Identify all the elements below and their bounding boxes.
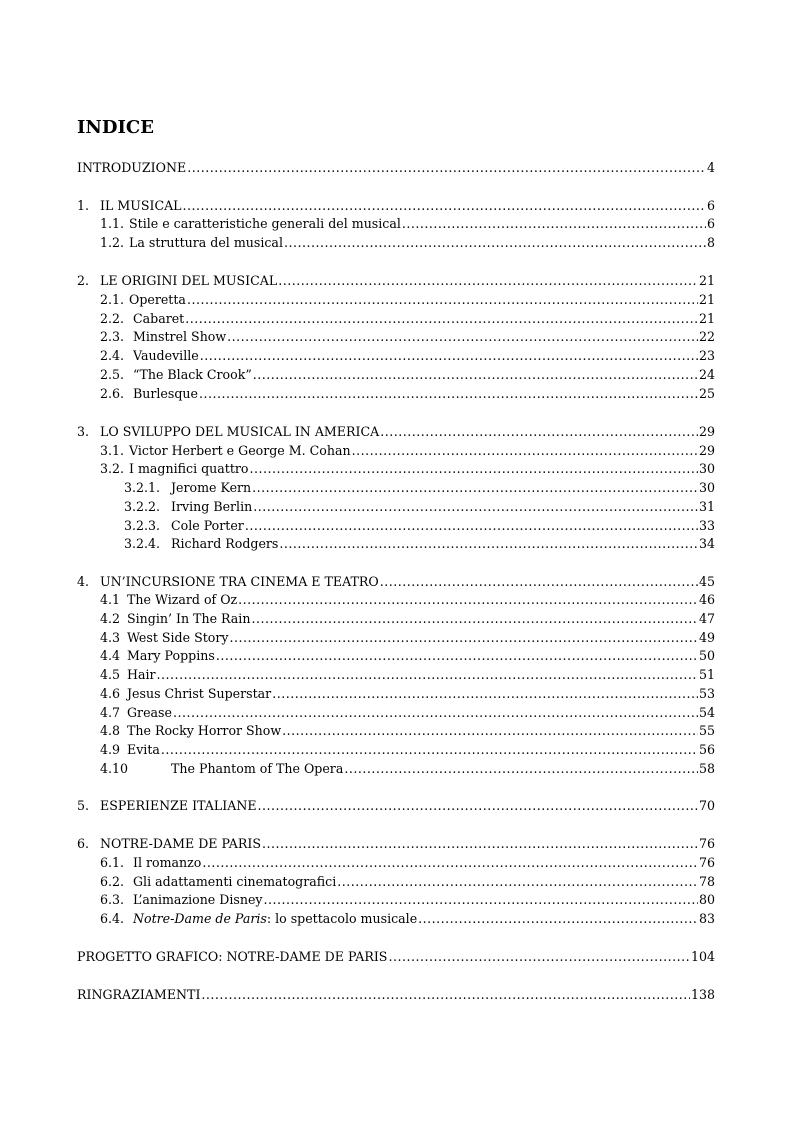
toc-entry-page: 83 (698, 911, 715, 926)
toc-entry-title: The Phantom of The Opera (171, 761, 344, 776)
toc-entry-title: Minstrel Show (133, 329, 227, 344)
toc-leader-dots (187, 290, 698, 309)
toc-entry-title: Cabaret (133, 311, 185, 326)
toc-entry[interactable] (100, 759, 715, 778)
toc-leader-dots (185, 309, 698, 328)
toc-entry[interactable] (100, 233, 715, 252)
toc-entry-title: L’animazione Disney (133, 892, 263, 907)
toc-leader-dots (352, 441, 698, 460)
toc-entry-page: 104 (690, 949, 715, 964)
toc-leader-dots (262, 834, 698, 853)
toc-entry[interactable] (77, 947, 715, 966)
toc-entry-page: 31 (698, 499, 715, 514)
toc-entry-page: 56 (698, 742, 715, 757)
toc-leader-dots (272, 684, 698, 703)
toc-leader-dots (157, 665, 698, 684)
toc-entry-title: Cole Porter (171, 518, 244, 533)
toc-entry-number: 3.2.3. (124, 518, 161, 533)
toc-entry-number: 3.1. (100, 443, 125, 458)
toc-entry-page: 51 (698, 667, 715, 682)
toc-entry-title: UN’INCURSIONE TRA CINEMA E TEATRO (100, 574, 379, 589)
toc-leader-dots (380, 422, 698, 441)
toc-leader-dots (199, 384, 698, 403)
toc-entry-page: 46 (698, 592, 715, 607)
page-title: INDICE (77, 117, 154, 138)
toc-entry-title: The Rocky Horror Show (127, 723, 282, 738)
toc-leader-dots (187, 158, 706, 177)
toc-entry-title: La struttura del musical (129, 235, 283, 250)
toc-entry-title: LE ORIGINI DEL MUSICAL (100, 273, 278, 288)
toc-entry-page: 50 (698, 648, 715, 663)
toc-entry-page: 21 (698, 311, 715, 326)
toc-entry-page: 21 (698, 292, 715, 307)
toc-entry-page: 6 (706, 198, 715, 213)
toc-entry[interactable] (100, 365, 715, 384)
toc-entry-page: 70 (698, 798, 715, 813)
toc-entry-title: IL MUSICAL (100, 198, 182, 213)
toc-entry-number: 4.4 (100, 648, 121, 663)
toc-entry-number: 4.2 (100, 611, 121, 626)
toc-entry-number: 3.2.4. (124, 536, 161, 551)
toc-entry-title: Gli adattamenti cinematografici (133, 874, 337, 889)
toc-entry-title: Stile e caratteristiche generali del musical (129, 216, 401, 231)
toc-entry-title: “The Black Crook” (133, 367, 252, 382)
toc-entry[interactable] (100, 853, 715, 872)
toc-leader-dots (250, 459, 698, 478)
toc-leader-dots (278, 271, 698, 290)
toc-entry-title: Il romanzo (133, 855, 202, 870)
toc-entry[interactable] (100, 309, 715, 328)
toc-entry-title: Vaudeville (133, 348, 199, 363)
toc-entry[interactable] (77, 572, 715, 591)
toc-entry-number: 4.6 (100, 686, 121, 701)
toc-entry-number: 6. (77, 836, 90, 851)
toc-entry-number: 4.9 (100, 742, 121, 757)
toc-entry-page: 21 (698, 273, 715, 288)
toc-entry[interactable] (77, 985, 715, 1004)
toc-entry-title: PROGETTO GRAFICO: NOTRE-DAME DE PARIS (77, 949, 388, 964)
toc-entry-number: 1.2. (100, 235, 125, 250)
toc-entry-page: 6 (706, 216, 715, 231)
toc-entry[interactable] (100, 384, 715, 403)
toc-entry-title: Richard Rodgers (171, 536, 279, 551)
toc-entry-title: West Side Story (127, 630, 229, 645)
toc-entry-page: 53 (698, 686, 715, 701)
toc-entry-number: 2.1. (100, 292, 125, 307)
toc-entry-page: 34 (698, 536, 715, 551)
toc-entry-page: 23 (698, 348, 715, 363)
toc-entry[interactable] (100, 909, 715, 928)
toc-entry-title: Burlesque (133, 386, 198, 401)
toc-leader-dots (418, 909, 698, 928)
toc-entry-number: 6.2. (100, 874, 125, 889)
toc-entry[interactable] (100, 441, 715, 460)
toc-entry[interactable] (100, 721, 715, 740)
toc-entry-page: 76 (698, 855, 715, 870)
toc-leader-dots (344, 759, 698, 778)
toc-entry[interactable] (100, 590, 715, 609)
toc-entry-title: RINGRAZIAMENTI (77, 987, 201, 1002)
toc-entry[interactable] (77, 796, 715, 815)
toc-entry-title: Singin’ In The Rain (127, 611, 251, 626)
toc-leader-dots (183, 196, 706, 215)
toc-entry-number: 3.2. (100, 461, 125, 476)
toc-entry[interactable] (100, 628, 715, 647)
toc-entry-title: Grease (127, 705, 172, 720)
toc-entry[interactable] (100, 684, 715, 703)
toc-leader-dots (258, 796, 698, 815)
toc-entry-title: Jesus Christ Superstar (127, 686, 272, 701)
toc-entry[interactable] (100, 665, 715, 684)
toc-leader-dots (264, 890, 698, 909)
toc-entry[interactable] (100, 327, 715, 346)
toc-leader-dots (202, 853, 698, 872)
toc-entry-number: 4.5 (100, 667, 121, 682)
toc-entry-page: 24 (698, 367, 715, 382)
toc-leader-dots (245, 516, 698, 535)
toc-leader-dots (173, 703, 698, 722)
toc-entry-number: 2.3. (100, 329, 125, 344)
toc-entry-page: 29 (698, 443, 715, 458)
toc-entry[interactable] (100, 703, 715, 722)
toc-entry-page: 4 (706, 160, 715, 175)
toc-entry-number: 2.2. (100, 311, 125, 326)
toc-entry-title-italic: Notre-Dame de Paris (133, 911, 267, 926)
toc-leader-dots (253, 365, 698, 384)
toc-entry-page: 78 (698, 874, 715, 889)
toc-leader-dots (279, 534, 698, 553)
toc-leader-dots (229, 628, 697, 647)
toc-leader-dots (402, 214, 706, 233)
toc-entry[interactable] (100, 890, 715, 909)
toc-leader-dots (388, 947, 690, 966)
toc-entry-number: 3.2.1. (124, 480, 161, 495)
toc-entry-number: 2.4. (100, 348, 125, 363)
toc-entry-page: 30 (698, 480, 715, 495)
toc-leader-dots (253, 497, 698, 516)
toc-entry[interactable] (100, 646, 715, 665)
toc-entry-page: 55 (698, 723, 715, 738)
toc-entry-number: 3. (77, 424, 90, 439)
toc-entry-number: 3.2.2. (124, 499, 161, 514)
toc-entry[interactable] (77, 834, 715, 853)
toc-entry-title: Irving Berlin (171, 499, 253, 514)
toc-entry-page: 22 (698, 329, 715, 344)
toc-entry-number: 1.1. (100, 216, 125, 231)
toc-entry-title: Jerome Kern (171, 480, 252, 495)
toc-entry-page: 138 (690, 987, 715, 1002)
toc-entry-number: 4.7 (100, 705, 121, 720)
toc-leader-dots (284, 233, 706, 252)
toc-entry-number: 4.8 (100, 723, 121, 738)
toc-entry-title-rest: : lo spettacolo musicale (266, 911, 418, 926)
toc-entry-title: Operetta (129, 292, 186, 307)
toc-entry-page: 45 (698, 574, 715, 589)
toc-entry[interactable] (100, 459, 715, 478)
toc-entry-page: 58 (698, 761, 715, 776)
toc-entry-number: 4.3 (100, 630, 121, 645)
toc-entry-title: The Wizard of Oz (127, 592, 238, 607)
toc-leader-dots (251, 609, 698, 628)
toc-entry[interactable] (100, 346, 715, 365)
toc-entry-number: 2. (77, 273, 90, 288)
toc-entry[interactable] (124, 478, 715, 497)
toc-entry-title: I magnifici quattro (129, 461, 249, 476)
toc-entry-title: Victor Herbert e George M. Cohan (129, 443, 351, 458)
toc-leader-dots (238, 590, 698, 609)
toc-leader-dots (200, 346, 698, 365)
toc-entry-number: 4.10 (100, 761, 129, 776)
toc-entry-page: 25 (698, 386, 715, 401)
toc-entry-title: Mary Poppins (127, 648, 215, 663)
toc-leader-dots (201, 985, 690, 1004)
toc-leader-dots (227, 327, 698, 346)
toc-entry-title (133, 909, 417, 928)
toc-leader-dots (337, 872, 698, 891)
toc-entry[interactable] (124, 497, 715, 516)
toc-entry[interactable] (77, 422, 715, 441)
toc-entry-page: 47 (698, 611, 715, 626)
toc-entry[interactable] (100, 872, 715, 891)
toc-entry-page: 54 (698, 705, 715, 720)
toc-entry-page: 8 (706, 235, 715, 250)
toc-entry-title: INTRODUZIONE (77, 160, 187, 175)
toc-leader-dots (216, 646, 698, 665)
toc-leader-dots (282, 721, 698, 740)
toc-entry-title: Hair (127, 667, 156, 682)
toc-leader-dots (252, 478, 698, 497)
toc-entry-title: ESPERIENZE ITALIANE (100, 798, 257, 813)
toc-entry-page: 33 (698, 518, 715, 533)
toc-entry-number: 6.4. (100, 911, 125, 926)
toc-entry-number: 5. (77, 798, 90, 813)
toc-entry-title: NOTRE-DAME DE PARIS (100, 836, 261, 851)
toc-entry[interactable] (100, 214, 715, 233)
toc-entry-number: 4.1 (100, 592, 121, 607)
toc-entry[interactable] (77, 196, 715, 215)
toc-leader-dots (161, 740, 698, 759)
toc-entry-page: 49 (698, 630, 715, 645)
toc-entry-title: Evita (127, 742, 160, 757)
toc-entry[interactable] (124, 516, 715, 535)
toc-entry-number: 2.5. (100, 367, 125, 382)
toc-entry-page: 30 (698, 461, 715, 476)
toc-entry-number: 6.3. (100, 892, 125, 907)
toc-entry[interactable] (100, 290, 715, 309)
toc-entry[interactable] (124, 534, 715, 553)
toc-entry-title: LO SVILUPPO DEL MUSICAL IN AMERICA (100, 424, 380, 439)
toc-entry[interactable] (77, 158, 715, 177)
toc-entry-page: 76 (698, 836, 715, 851)
toc-entry-page: 29 (698, 424, 715, 439)
toc-entry[interactable] (100, 609, 715, 628)
toc-entry[interactable] (77, 271, 715, 290)
toc-leader-dots (380, 572, 698, 591)
toc-entry-page: 80 (698, 892, 715, 907)
toc-entry-number: 2.6. (100, 386, 125, 401)
toc-entry[interactable] (100, 740, 715, 759)
toc-entry-number: 6.1. (100, 855, 125, 870)
toc-entry-number: 4. (77, 574, 90, 589)
toc-entry-number: 1. (77, 198, 90, 213)
